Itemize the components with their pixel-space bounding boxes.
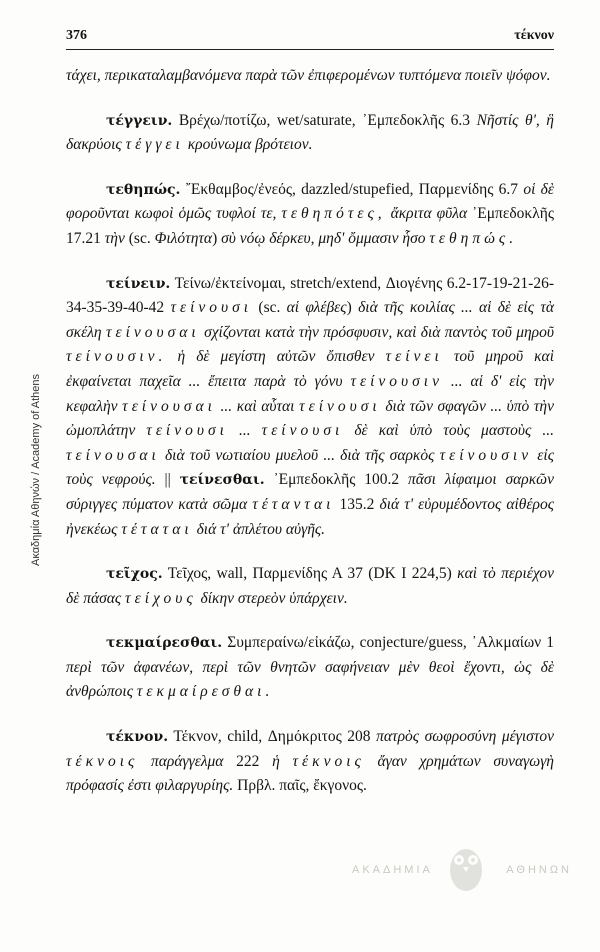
spaced-keyword: τείνουσι (170, 299, 253, 317)
entry-headword: τείνεσθαι. (179, 472, 265, 489)
entry-text: (sc. (124, 229, 155, 247)
owl-seal-icon (444, 840, 488, 894)
watermark-text-right: ΑΘΗΝΩΝ (506, 864, 572, 876)
entry-text: ᾿Εμπεδοκλῆς 100.2 (264, 471, 409, 489)
entry-headword: τεκμαίρεσθαι. (106, 635, 223, 652)
dictionary-entry (66, 109, 554, 158)
dictionary-entry (66, 64, 554, 89)
entry-headword: τεθηπώς. (106, 181, 181, 198)
entry-text: 222 (223, 752, 273, 770)
entry-text: Βρέχω/ποτίζω, wet/saturate, ᾿Εμπεδοκλῆς 6.3 (172, 111, 477, 129)
page-header (66, 28, 554, 44)
archive-credit: Ακαδημία Αθηνών / Academy of Athens (30, 373, 42, 567)
dictionary-entry (66, 272, 554, 543)
greek-quote: παράγγελμα (138, 752, 224, 770)
entry-text: ) (346, 299, 359, 317)
entry-text: Τεῖχος, wall, Παρμενίδης Α 37 (DK I 224,5) (162, 565, 458, 583)
spaced-keyword: τείνουσαι (105, 323, 200, 341)
academy-watermark (352, 850, 572, 890)
entry-text: || (155, 471, 180, 489)
spaced-keyword: τέκνοις (66, 752, 139, 770)
spaced-keyword: τείχους (125, 589, 197, 607)
spaced-keyword: τείνουσιν (439, 446, 533, 464)
watermark-text-left: ΑΚΑΔΗΜΙΑ (352, 864, 433, 876)
greek-quote: σχίζονται κατὰ τὴν πρόσφυσιν, καὶ διὰ παντὸς τοῦ μηροῦ (199, 323, 554, 341)
spaced-keyword: τεκμαίρεσθαι. (136, 683, 274, 701)
greek-quote: ἄκριτα φῦλα (385, 205, 468, 223)
spaced-keyword: τεθηπώς. (429, 229, 518, 247)
greek-quote: ... (227, 422, 262, 440)
header-rule (66, 49, 554, 50)
dictionary-entry (66, 562, 554, 611)
entry-text: 135.2 (334, 495, 380, 513)
greek-quote: αἱ φλέβες (286, 299, 347, 317)
dictionary-entry (66, 631, 554, 705)
entry-text: ) (212, 229, 222, 247)
greek-quote: διὰ τῶν σφαγῶν ... ὑπὸ τὴν ὠμοπλάτην (66, 397, 554, 440)
spaced-keyword: τέτανται (252, 495, 335, 513)
spaced-keyword: τείνουσαι (122, 397, 216, 415)
greek-quote: οἱ δὲ φοροῦνται κωφοὶ ὁμῶς τυφλοί τε, (66, 180, 554, 223)
greek-quote: ἡ (272, 752, 293, 770)
spaced-keyword: τέγγει (125, 136, 184, 154)
entry-text: ᾿Εμπεδοκλῆς 17.21 (66, 205, 554, 247)
entry-text: Συμπεραίνω/εἰκάζω, conjecture/guess, ᾿Αλκμαίων 1 (222, 634, 554, 652)
greek-quote: τάχει, περικαταλαμβανόμενα παρὰ τῶν ἐπιφερομένων τυπτόμενα ποιεῖν ψόφον. (66, 67, 551, 84)
spaced-keyword: τείνουσι (146, 422, 228, 440)
dictionary-entry (66, 178, 554, 252)
spaced-keyword: τείνουσαι (66, 446, 160, 464)
entry-headword: τείνειν. (106, 275, 171, 292)
greek-quote: ἡ δὲ μεγίστη αὐτῶν ὄπισθεν (166, 348, 386, 366)
greek-quote: εἰς τοὺς νεφρούς. (66, 446, 554, 489)
entry-headword: τέγγειν. (106, 112, 173, 129)
greek-quote: διά τ' εὐρυμέδοντος αἰθέρος ἠνεκέως (66, 495, 555, 538)
entry-text: Τείνω/ἐκτείνομαι, stretch/extend, Διογένης 6.2-17-19-21-26-34-35-39-40-42 (66, 274, 554, 317)
greek-quote: σὺ νόῳ δέρκευ, μηδ' ὄμμασιν ἧσο (221, 229, 430, 247)
spaced-keyword: τείνει (385, 348, 443, 366)
greek-quote: διὰ τῆς κοιλίας ... αἱ δὲ εἰς τὰ σκέλη (66, 299, 555, 341)
greek-quote: καὶ τὸ περιέχον δὲ πάσας (66, 565, 554, 607)
running-head: τέκνον (514, 28, 554, 43)
spaced-keyword: τείνουσι (299, 397, 381, 415)
spaced-keyword: τέταται (121, 520, 193, 538)
entry-headword: τεῖχος. (106, 566, 163, 583)
greek-quote: ἄγαν χρημάτων συναγωγὴ πρόφασίς ἐστι φιλαργυρίης. (66, 752, 554, 795)
greek-quote: ... αἱ δ' εἰς τὴν κεφαλὴν (66, 372, 554, 415)
greek-quote: διά τ' ἀπλέτου αὐγῆς. (192, 520, 326, 538)
greek-quote: πᾶσι λίφαιμοι σαρκῶν σύριγγες πύματον κατὰ σῶμα (66, 471, 554, 513)
entry-text: ῎Εκθαμβος/ἐνεός, dazzled/stupefied, Παρμενίδης 6.7 (180, 180, 524, 198)
page-number: 376 (66, 28, 87, 43)
spaced-keyword: τεθηπότες, (281, 205, 386, 223)
dictionary-entries (66, 64, 554, 819)
greek-quote: ... καὶ αὗται (215, 397, 300, 415)
spaced-keyword: τέκνοις (292, 752, 365, 770)
greek-quote: τοῦ μηροῦ καὶ ἐκφαίνεται παχεῖα ... ἔπειτα παρὰ τὸ γόνυ (66, 348, 554, 390)
greek-quote: κρούνωμα βρότειον. (183, 136, 313, 154)
greek-quote: Νῆστίς θ', ἣ δακρύοις (66, 111, 554, 154)
spaced-keyword: τείνουσι (261, 422, 344, 440)
greek-quote: δίκην στερεὸν ὑπάρχειν. (196, 589, 348, 607)
greek-quote: διὰ τοῦ νωτιαίου μυελοῦ ... διὰ τῆς σαρκὸς (159, 446, 440, 464)
entry-headword: τέκνον. (106, 729, 169, 746)
greek-quote: πατρὸς σωφροσύνη μέγιστον (376, 728, 555, 746)
spaced-keyword: τείνουσιν. (66, 348, 167, 366)
entry-text: (sc. (252, 299, 287, 317)
dictionary-entry (66, 725, 554, 799)
greek-quote: περὶ τῶν ἀφανέων, περὶ τῶν θνητῶν σαφήνειαν μὲν θεοὶ ἔχοντι, ὡς δὲ ἀνθρώποις (66, 658, 554, 701)
spaced-keyword: τείνουσιν (350, 372, 443, 390)
entry-text: Πρβλ. παῖς, ἔκγονος. (233, 777, 367, 795)
entry-text: Τέκνον, child, Δημόκριτος 208 (168, 728, 377, 746)
greek-quote: τὴν (104, 229, 125, 247)
greek-quote: Φιλότητα (154, 229, 213, 247)
greek-quote: δὲ καὶ ὑπὸ τοὺς μαστοὺς ... (343, 422, 554, 440)
